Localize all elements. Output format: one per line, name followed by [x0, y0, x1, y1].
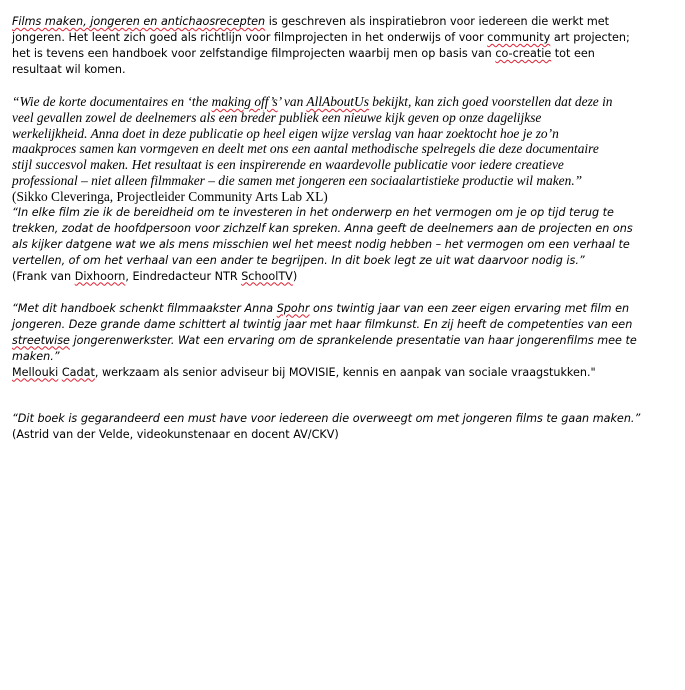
attribution-van-der-velde: (Astrid van der Velde, videokunstenaar en docent AV/CKV): [12, 427, 339, 441]
document-body: [12, 14, 674, 443]
attribution-cadat: Mellouki Cadat, werkzaam als senior adviseur bij MOVISIE, kennis en aanpak van sociale vraagstukken.": [12, 365, 596, 379]
attribution-van-dixhoorn: (Frank van Dixhoorn, Eindredacteur NTR SchoolTV): [12, 269, 298, 283]
quote-van-dixhoorn: “In elke film zie ik de bereidheid om te investeren in het onderwerp en het vermogen om je op tijd terug te trekken, zodat de hoofdpersoon voor zichzelf kan spreken. Anna geeft de deelnemers aan de projecten en ons als kijker datgene wat we als mens misschien wel het meest nodig hebben – het vermogen om een verhaal te vertellen, of om het verhaal van een ander te begrijpen. In dit boek legt ze uit wat daarvoor nodig is.”: [12, 205, 633, 267]
quote-cadat: “Met dit handboek schenkt filmmaakster Anna Spohr ons twintig jaar van een zeer eigen ervaring met film en jongeren. Deze grande dame schittert al twintig jaar met haar filmkunst. En zij heeft de competenties van een streetwise jongerenwerkster. Wat een ervaring om de sprankelende presentatie van haar jongerenfilms mee te maken.”: [12, 301, 637, 363]
book-title: Films maken, jongeren en antichaosrecepten: [12, 15, 266, 28]
attribution-cleveringa: (Sikko Cleveringa, Projectleider Community Arts Lab XL): [12, 188, 328, 204]
intro-paragraph: Films maken, jongeren en antichaosrecepten is geschreven als inspiratiebron voor iedereen die werkt met jongeren. Het leent zich goed als richtlijn voor filmprojecten in het onderwijs of voor community art projecten; het is tevens een handboek voor zelfstandige filmprojecten waarbij men op basis van co-creatie tot een resultaat wil komen.: [12, 15, 630, 76]
quote-van-der-velde: “Dit boek is gegarandeerd een must have voor iedereen die overweegt om met jongeren films te gaan maken.”: [12, 411, 641, 425]
quote-cleveringa: “Wie de korte documentaires en ‘the making off’s’ van AllAboutUs bekijkt, kan zich goed voorstellen dat deze in veel gevallen zowel de deelnemers als een breder publiek een nieuwe kijk geven op onze dagelijkse werkelijkheid. Anna doet in deze publicatie op heel eigen wijze verslag van haar zoektocht hoe je zo’n maakproces samen kan vormgeven en deelt met ons een aantal methodische spelregels die deze documentaire stijl succesvol maken. Het resultaat is een inspirerende en waardevolle publicatie voor iedere creatieve professional – niet alleen filmmaker – die samen met jongeren een sociaalartistieke productie wil maken.”: [12, 94, 613, 188]
